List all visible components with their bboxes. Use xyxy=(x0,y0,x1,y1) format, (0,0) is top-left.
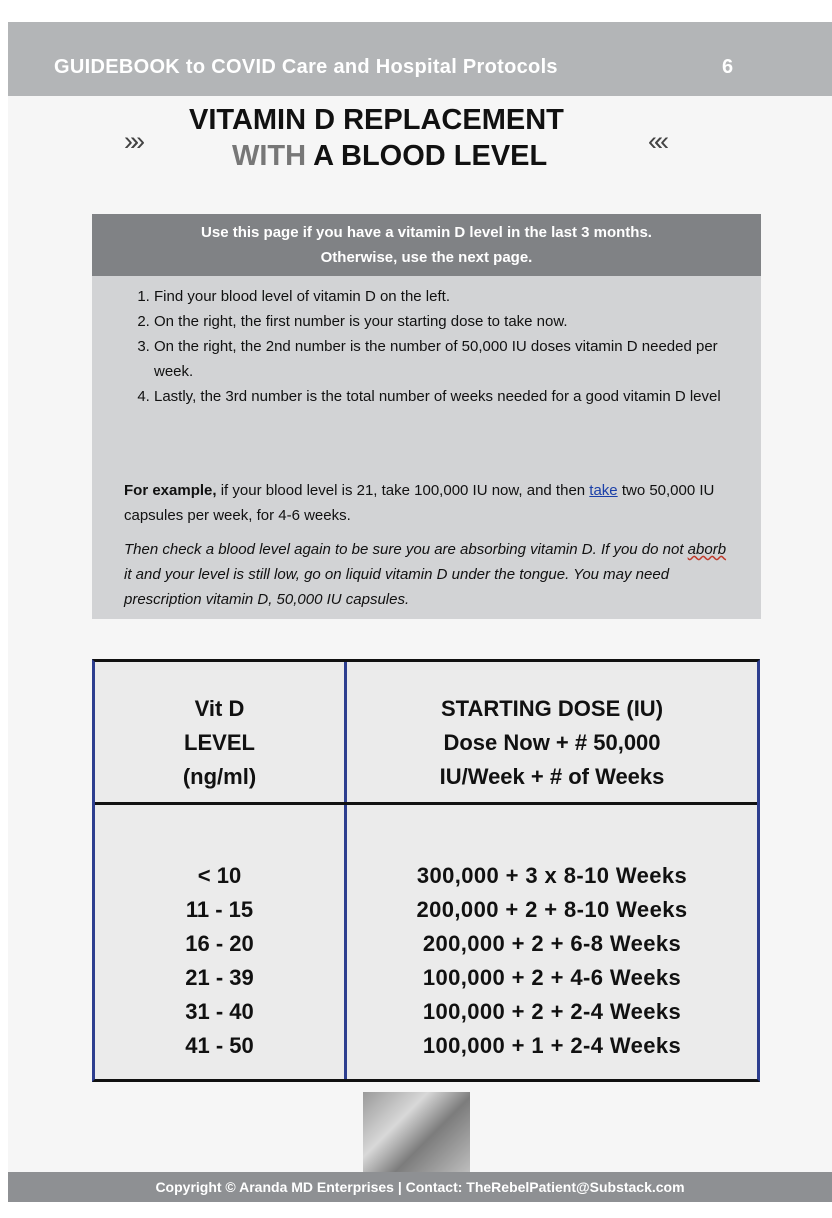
level-cell: 21 - 39 xyxy=(185,965,254,990)
headline-line2-rest: A BLOOD LEVEL xyxy=(306,140,548,172)
level-cell: 11 - 15 xyxy=(185,897,254,922)
level-cell: < 10 xyxy=(197,863,242,888)
level-column-header xyxy=(95,692,344,794)
step-item: 4. Lastly, the 3rd number is the total number of weeks needed for a good vitamin D level xyxy=(154,384,754,409)
headline-line2 xyxy=(232,140,547,173)
page-header xyxy=(8,22,832,96)
example-text: if your blood level is 21, take 100,000 IU now, and then xyxy=(216,482,590,499)
dose-column xyxy=(347,859,757,1063)
header-title: GUIDEBOOK to COVID Care and Hospital Protocols xyxy=(54,56,558,78)
instructions-banner xyxy=(92,214,761,276)
table-header-divider xyxy=(95,802,757,805)
level-cell: 31 - 40 xyxy=(185,999,254,1024)
dose-column-header xyxy=(347,692,757,794)
header-line: Vit D xyxy=(194,696,245,721)
dose-cell: 300,000 + 3 x 8-10 Weeks xyxy=(416,863,688,888)
level-cell: 16 - 20 xyxy=(185,931,254,956)
example-underlined-word: take xyxy=(589,482,618,499)
couple-walking-photo xyxy=(363,1092,470,1172)
note-text-end: it and your level is still low, go on liquid vitamin D under the tongue. You may need prescription vitamin D, 50,000 IU capsules. xyxy=(124,566,670,608)
chevron-left-icon: «« xyxy=(648,126,661,156)
headline-line1: VITAMIN D REPLACEMENT xyxy=(189,104,564,136)
page-footer: Copyright © Aranda MD Enterprises | Contact: TheRebelPatient@Substack.com xyxy=(8,1172,832,1202)
step-item: 3. On the right, the 2nd number is the number of 50,000 IU doses vitamin D needed per week. xyxy=(154,334,754,384)
header-line: Dose Now + # 50,000 xyxy=(443,730,661,755)
instructions-box xyxy=(92,214,761,619)
dose-cell: 100,000 + 1 + 2-4 Weeks xyxy=(422,1033,682,1058)
steps-list xyxy=(130,284,754,409)
level-column xyxy=(95,859,344,1063)
dose-cell: 100,000 + 2 + 4-6 Weeks xyxy=(422,965,682,990)
dose-cell: 200,000 + 2 + 6-8 Weeks xyxy=(422,931,682,956)
header-line: STARTING DOSE (IU) xyxy=(440,696,664,721)
note-text: Then check a blood level again to be sure you are absorbing vitamin D. If you do not xyxy=(124,541,688,558)
header-line: LEVEL xyxy=(184,730,255,755)
dose-cell: 200,000 + 2 + 8-10 Weeks xyxy=(416,897,688,922)
headline-gray-word: WITH xyxy=(232,140,307,172)
page-headline xyxy=(0,102,832,178)
header-line: (ng/ml) xyxy=(182,764,257,789)
banner-line2: Otherwise, use the next page. xyxy=(320,249,533,266)
banner-line1: Use this page if you have a vitamin D level in the last 3 months. xyxy=(201,224,652,241)
dose-cell: 100,000 + 2 + 2-4 Weeks xyxy=(422,999,682,1024)
level-cell: 41 - 50 xyxy=(185,1033,254,1058)
example-label: For example, xyxy=(124,482,217,499)
step-item: 1. Find your blood level of vitamin D on the left. xyxy=(154,284,754,309)
note-misspelled-word: aborb xyxy=(687,541,727,558)
example-paragraph xyxy=(124,478,729,528)
note-paragraph xyxy=(124,537,729,612)
example-text-end: two 50,000 IU capsules per week, for 4-6 weeks. xyxy=(124,482,715,524)
page-number: 6 xyxy=(722,56,734,78)
chevron-right-icon: »» xyxy=(124,126,137,156)
header-line: IU/Week + # of Weeks xyxy=(439,764,665,789)
step-item: 2. On the right, the first number is your starting dose to take now. xyxy=(154,309,754,334)
dosage-table xyxy=(92,659,760,1082)
